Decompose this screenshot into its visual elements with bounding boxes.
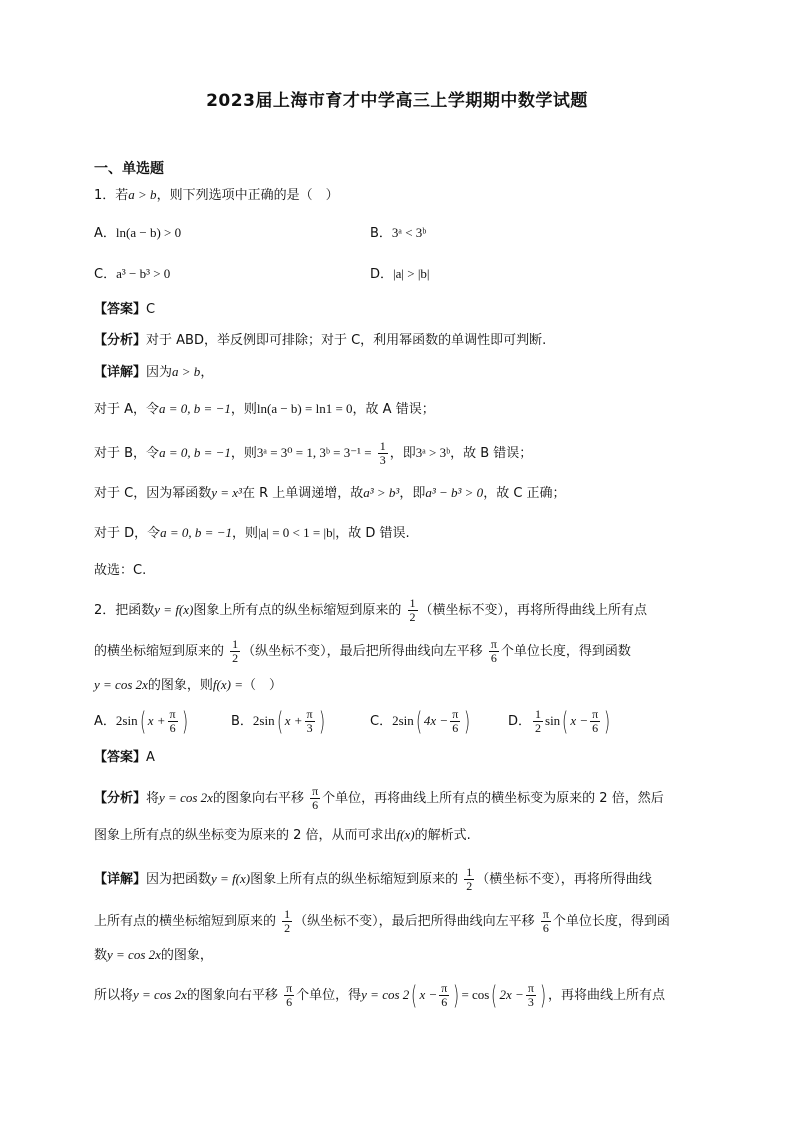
- q2-detail-line-3: 数y = cos 2x的图象，: [94, 947, 213, 963]
- question-1-stem: 1．若a > b，则下列选项中正确的是（ ）: [94, 187, 339, 203]
- q2-answer: 【答案】A: [94, 750, 155, 765]
- q2-option-b: B．2sin( x + $\frac{\pi}{3}$ ): [231, 706, 325, 737]
- question-2-line-2: 的横坐标缩短到原来的 $\frac{1}{2}$ （纵坐标不变），最后把所得曲线向左平移 $\frac{\pi}{6}$ 个单位长度，得到函数: [94, 637, 631, 665]
- question-2-line-3: y = cos 2x的图象，则f(x) =（ ）: [94, 677, 282, 693]
- q2-detail-line-4: 所以将y = cos 2x的图象向右平移 $\frac{\pi}{6}$ 个单位，得y = cos 2( x − $\frac{\pi}{6}$ ) = cos( 2x − $\frac{\pi}{3}$ ) ，再将曲线上所有点: [94, 980, 666, 1011]
- fraction: $\frac{1}{3}$: [379, 439, 386, 467]
- q1-answer: 【答案】C: [94, 302, 156, 317]
- q2-detail-line-1: 【详解】因为把函数y = f(x)图象上所有点的纵坐标缩短到原来的 $\frac{1}{2}$ （横坐标不变），再将所得曲线: [94, 865, 652, 893]
- section-heading: 一、单选题: [94, 161, 164, 177]
- fraction: $\frac{1}{2}$: [409, 596, 416, 624]
- q1-detail-c: 对于 C，因为幂函数y = x³在 R 上单调递增，故a³ > b³，即a³ − b³ > 0，故 C 正确；: [94, 485, 566, 501]
- question-2-line-1: 2．把函数y = f(x)图象上所有点的纵坐标缩短到原来的 $\frac{1}{2}$ （横坐标不变），再将所得曲线上所有点: [94, 596, 648, 624]
- q1-option-a: A．ln(a − b) > 0: [94, 225, 182, 241]
- q2-option-c: C．2sin( 4x − $\frac{\pi}{6}$ ): [370, 706, 471, 737]
- fraction: $\frac{\pi}{6}$: [490, 637, 497, 665]
- q1-option-d: D．|a| > |b|: [370, 266, 430, 282]
- q2-analysis-line-2: 图象上所有点的纵坐标变为原来的 2 倍，从而可求出f(x)的解析式.: [94, 827, 471, 843]
- q1-analysis: 【分析】对于 ABD，举反例即可排除；对于 C，利用幂函数的单调性即可判断.: [94, 333, 547, 348]
- q1-detail-a: 对于 A，令a = 0, b = −1，则ln(a − b) = ln1 = 0，故 A 错误；: [94, 401, 435, 417]
- page-title: 2023届上海市育才中学高三上学期期中数学试题: [206, 91, 588, 111]
- q1-detail-d: 对于 D，令a = 0, b = −1，则|a| = 0 < 1 = |b|，故 D 错误.: [94, 525, 410, 541]
- q1-option-c: C．a³ − b³ > 0: [94, 266, 171, 282]
- q2-option-a: A．2sin( x + $\frac{\pi}{6}$ ): [94, 706, 188, 737]
- q1-choose: 故选：C.: [94, 563, 147, 578]
- q2-option-d: D． $\frac{1}{2}$ sin( x − $\frac{\pi}{6}$ ): [508, 706, 611, 737]
- q1-detail-b: 对于 B，令a = 0, b = −1，则3ᵃ = 3⁰ = 1, 3ᵇ = 3⁻¹ = $\frac{1}{3}$ ，即3ᵃ > 3ᵇ，故 B 错误；: [94, 439, 533, 467]
- fraction: $\frac{1}{2}$: [232, 637, 239, 665]
- q2-detail-line-2: 上所有点的横坐标缩短到原来的 $\frac{1}{2}$ （纵坐标不变），最后把所得曲线向左平移 $\frac{\pi}{6}$ 个单位长度，得到函: [94, 907, 670, 935]
- q2-analysis-line-1: 【分析】将y = cos 2x的图象向右平移 $\frac{\pi}{6}$ 个单位，再将曲线上所有点的横坐标变为原来的 2 倍，然后: [94, 784, 664, 812]
- q1-detail-intro: 【详解】因为a > b，: [94, 364, 214, 380]
- q1-option-b: B．3ᵃ < 3ᵇ: [370, 225, 427, 241]
